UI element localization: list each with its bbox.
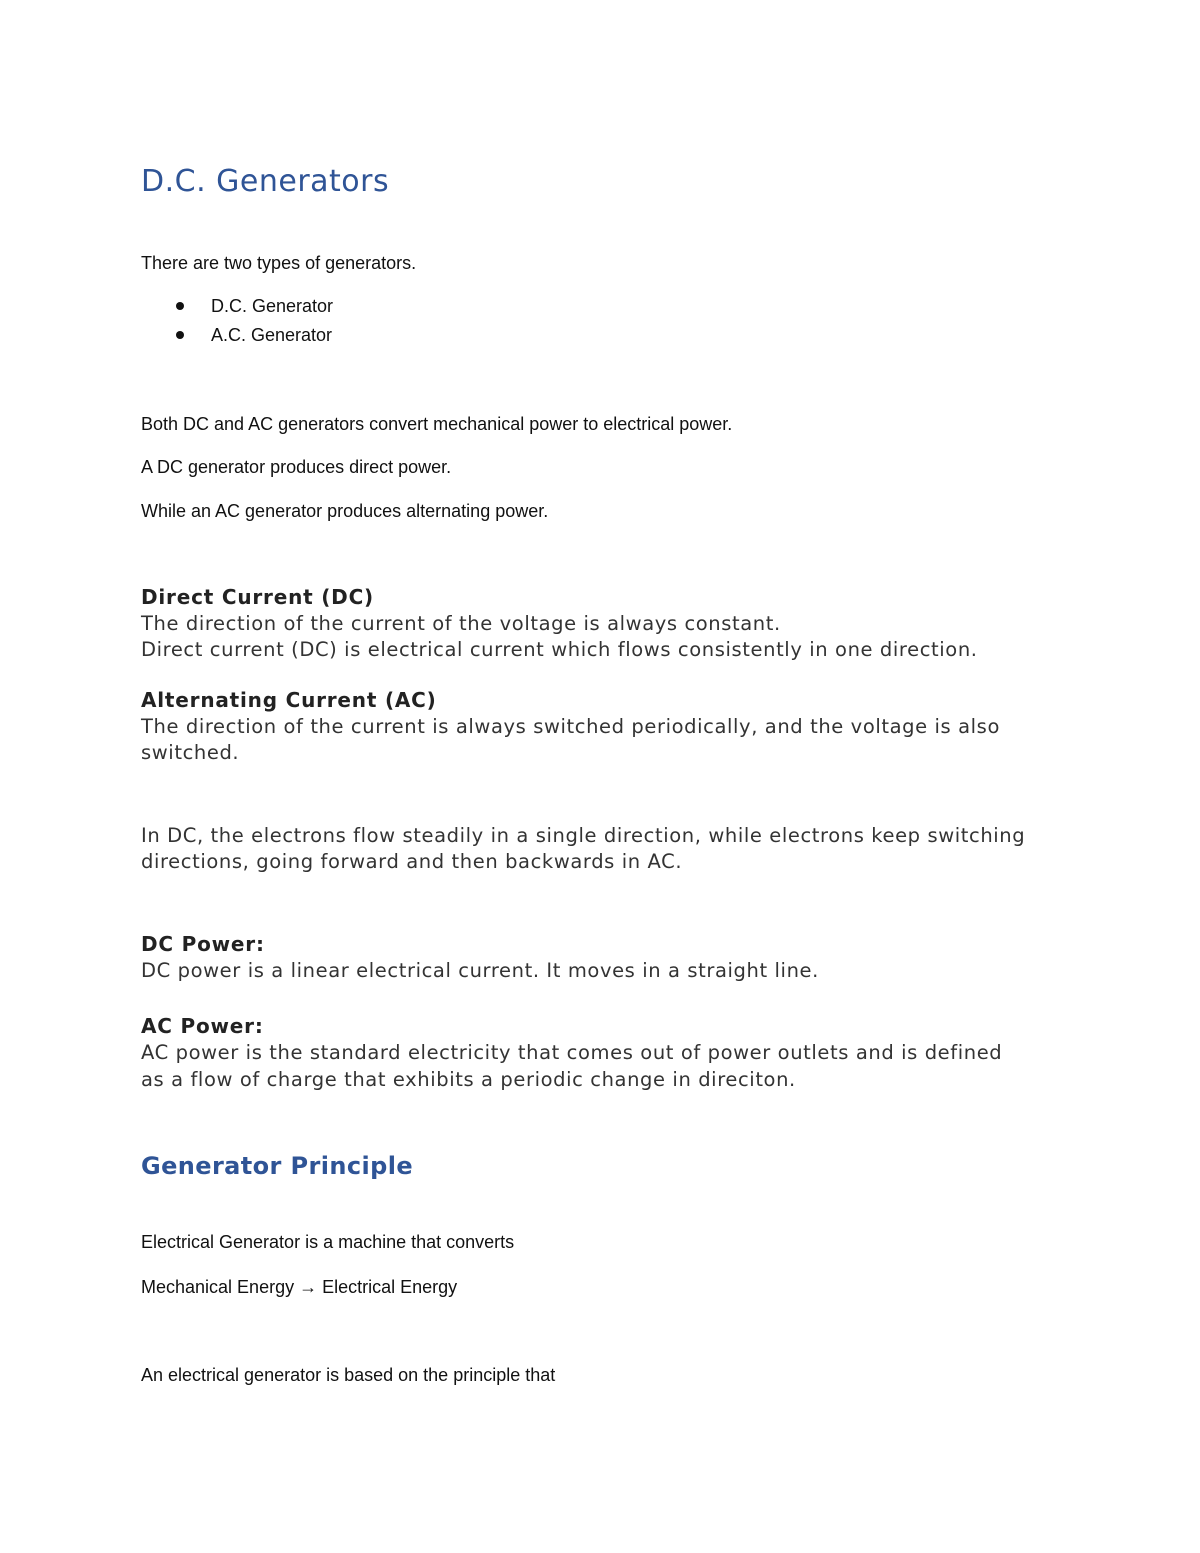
dc-power-heading: DC Power: <box>141 932 265 956</box>
dc-line: The direction of the current of the voltage is always constant. <box>141 612 781 635</box>
list-item: A.C. Generator <box>211 325 333 345</box>
compare-line: directions, going forward and then backwards in AC. <box>141 850 683 873</box>
paragraph: Electrical Generator is a machine that converts <box>141 1232 515 1252</box>
dc-power-line: DC power is a linear electrical current. It moves in a straight line. <box>141 959 819 982</box>
page-title: D.C. Generators <box>141 164 390 199</box>
ac-line: The direction of the current is always switched periodically, and the voltage is also <box>141 715 1000 738</box>
bullet-icon <box>176 302 184 310</box>
bullet-icon <box>176 331 184 339</box>
list-item: D.C. Generator <box>211 296 334 316</box>
dc-line: Direct current (DC) is electrical current which flows consistently in one direction. <box>141 638 978 661</box>
ac-power-line: AC power is the standard electricity that comes out of power outlets and is defined <box>141 1041 1003 1064</box>
paragraph: Both DC and AC generators convert mechanical power to electrical power. <box>141 414 733 434</box>
compare-line: In DC, the electrons flow steadily in a single direction, while electrons keep switching <box>141 824 1026 847</box>
paragraph: Mechanical Energy → Electrical Energy <box>141 1277 458 1297</box>
dc-heading: Direct Current (DC) <box>141 585 374 609</box>
paragraph: While an AC generator produces alternating power. <box>141 501 549 521</box>
ac-heading: Alternating Current (AC) <box>141 688 437 712</box>
ac-line: switched. <box>141 741 240 764</box>
section-heading: Generator Principle <box>141 1152 413 1180</box>
paragraph: A DC generator produces direct power. <box>141 457 452 477</box>
ac-power-line: as a flow of charge that exhibits a periodic change in direciton. <box>141 1068 796 1091</box>
ac-power-heading: AC Power: <box>141 1014 264 1038</box>
paragraph: An electrical generator is based on the principle that <box>141 1365 556 1385</box>
intro-text: There are two types of generators. <box>141 253 417 273</box>
